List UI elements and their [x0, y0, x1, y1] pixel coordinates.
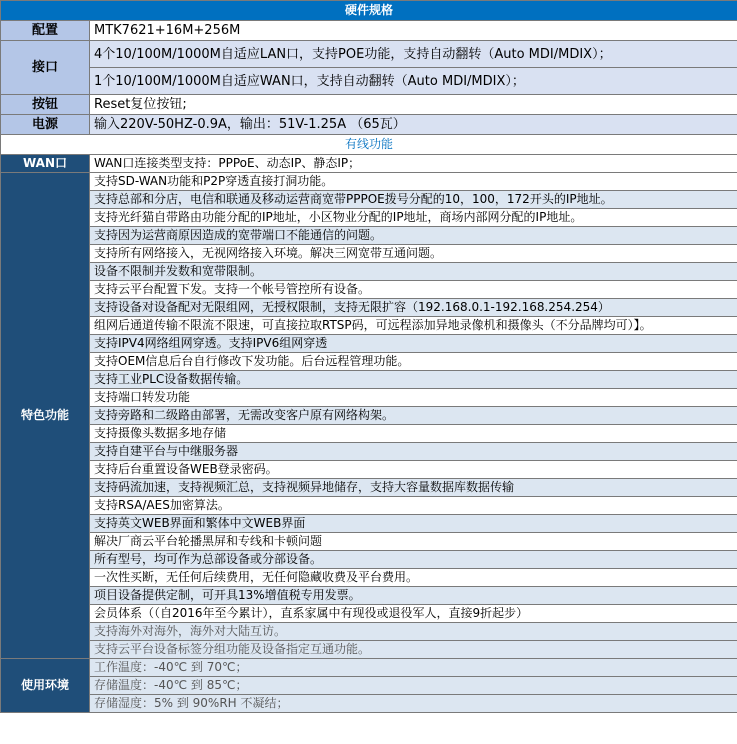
- feature-row: [1, 569, 737, 587]
- feature-item: 支持海外对海外，海外对大陆互访。: [90, 623, 737, 641]
- feature-item: 支持自建平台与中继服务器: [90, 443, 737, 461]
- env-row: [1, 695, 737, 713]
- feature-row: [1, 551, 737, 569]
- hw-value-interface-lan: 4个10/100M/1000M自适应LAN口，支持POE功能，支持自动翻转（Auto MDI/MDIX）；: [90, 41, 737, 68]
- feature-row: [1, 623, 737, 641]
- env-item: 存储湿度：5% 到 90%RH 不凝结；: [90, 695, 737, 713]
- feature-row: [1, 605, 737, 623]
- feature-row: [1, 371, 737, 389]
- feature-row: [1, 425, 737, 443]
- feature-item: 组网后通道传输不限流不限速，可直接拉取RTSP码，可远程添加异地录像机和摄像头（不分品牌均可）】。: [90, 317, 737, 335]
- hw-row-config: [1, 21, 737, 41]
- feature-row: [1, 299, 737, 317]
- hw-row-interface-1: [1, 41, 737, 68]
- feature-label: 特色功能: [1, 173, 90, 659]
- feature-row: [1, 515, 737, 533]
- spec-table-body: [1, 1, 737, 713]
- title-row: [1, 1, 737, 21]
- feature-row: [1, 209, 737, 227]
- hw-row-button: [1, 95, 737, 115]
- feature-item: 设备不限制并发数和宽带限制。: [90, 263, 737, 281]
- hw-value-power: 输入220V-50HZ-0.9A，输出：51V-1.25A （65瓦）: [90, 115, 737, 135]
- env-item: 存储温度：-40℃ 到 85℃；: [90, 677, 737, 695]
- wired-title-row: [1, 135, 737, 155]
- feature-item: 支持端口转发功能: [90, 389, 737, 407]
- feature-row: [1, 461, 737, 479]
- env-row: [1, 677, 737, 695]
- spec-title: 硬件规格: [1, 1, 737, 21]
- feature-item: 一次性买断，无任何后续费用，无任何隐藏收费及平台费用。: [90, 569, 737, 587]
- feature-item: 项目设备提供定制，可开具13%增值税专用发票。: [90, 587, 737, 605]
- hw-row-interface-2: [1, 68, 737, 95]
- hw-value-config: MTK7621+16M+256M: [90, 21, 737, 41]
- feature-item: 解决厂商云平台轮播黑屏和专线和卡顿问题: [90, 533, 737, 551]
- feature-row: [1, 407, 737, 425]
- feature-item: 支持RSA/AES加密算法。: [90, 497, 737, 515]
- feature-row: [1, 173, 737, 191]
- feature-row: [1, 497, 737, 515]
- hw-label-power: 电源: [1, 115, 90, 135]
- wan-row: [1, 155, 737, 173]
- feature-row: [1, 443, 737, 461]
- feature-item: 支持IPV4网络组网穿透。支持IPV6组网穿透: [90, 335, 737, 353]
- feature-item: 支持光纤猫自带路由功能分配的IP地址，小区物业分配的IP地址，商场内部网分配的IP地址。: [90, 209, 737, 227]
- feature-item: 支持所有网络接入，无视网络接入环境。解决三网宽带互通问题。: [90, 245, 737, 263]
- feature-item: 支持SD-WAN功能和P2P穿透直接打洞功能。: [90, 173, 737, 191]
- feature-row: [1, 191, 737, 209]
- wired-title: 有线功能: [1, 135, 737, 155]
- wan-label: WAN口: [1, 155, 90, 173]
- hw-label-button: 按钮: [1, 95, 90, 115]
- feature-row: [1, 389, 737, 407]
- feature-item: 支持工业PLC设备数据传输。: [90, 371, 737, 389]
- feature-item: 支持后台重置设备WEB登录密码。: [90, 461, 737, 479]
- hw-value-button: Reset复位按钮;: [90, 95, 737, 115]
- feature-item: 支持总部和分店，电信和联通及移动运营商宽带PPPOE拨号分配的10，100，172开头的IP地址。: [90, 191, 737, 209]
- feature-row: [1, 245, 737, 263]
- feature-row: [1, 335, 737, 353]
- feature-item: 支持设备对设备配对无限组网，无授权限制，支持无限扩容（192.168.0.1-192.168.254.254）: [90, 299, 737, 317]
- feature-item: 支持云平台设备标签分组功能及设备指定互通功能。: [90, 641, 737, 659]
- feature-item: 支持旁路和二级路由部署，无需改变客户原有网络构架。: [90, 407, 737, 425]
- feature-item: 所有型号，均可作为总部设备或分部设备。: [90, 551, 737, 569]
- feature-row: [1, 317, 737, 335]
- feature-item: 支持摄像头数据多地存储: [90, 425, 737, 443]
- wan-value: WAN口连接类型支持：PPPoE、动态IP、静态IP；: [90, 155, 737, 173]
- hw-label-config: 配置: [1, 21, 90, 41]
- env-item: 工作温度：-40℃ 到 70℃；: [90, 659, 737, 677]
- feature-row: [1, 263, 737, 281]
- env-row: [1, 659, 737, 677]
- feature-row: [1, 587, 737, 605]
- hw-value-interface-wan: 1个10/100M/1000M自适应WAN口，支持自动翻转（Auto MDI/MDIX）；: [90, 68, 737, 95]
- feature-row: [1, 479, 737, 497]
- feature-row: [1, 227, 737, 245]
- feature-item: 支持云平台配置下发。支持一个帐号管控所有设备。: [90, 281, 737, 299]
- feature-row: [1, 641, 737, 659]
- feature-item: 会员体系（（自2016年至今累计），直系家属中有现役或退役军人，直接9折起步）: [90, 605, 737, 623]
- feature-row: [1, 533, 737, 551]
- feature-item: 支持因为运营商原因造成的宽带端口不能通信的问题。: [90, 227, 737, 245]
- feature-item: 支持英文WEB界面和繁体中文WEB界面: [90, 515, 737, 533]
- hw-label-interface: 接口: [1, 41, 90, 95]
- feature-row: [1, 353, 737, 371]
- feature-item: 支持OEM信息后台自行修改下发功能。后台远程管理功能。: [90, 353, 737, 371]
- feature-item: 支持码流加速，支持视频汇总，支持视频异地储存，支持大容量数据库数据传输: [90, 479, 737, 497]
- env-label: 使用环境: [1, 659, 90, 713]
- hw-row-power: [1, 115, 737, 135]
- feature-row: [1, 281, 737, 299]
